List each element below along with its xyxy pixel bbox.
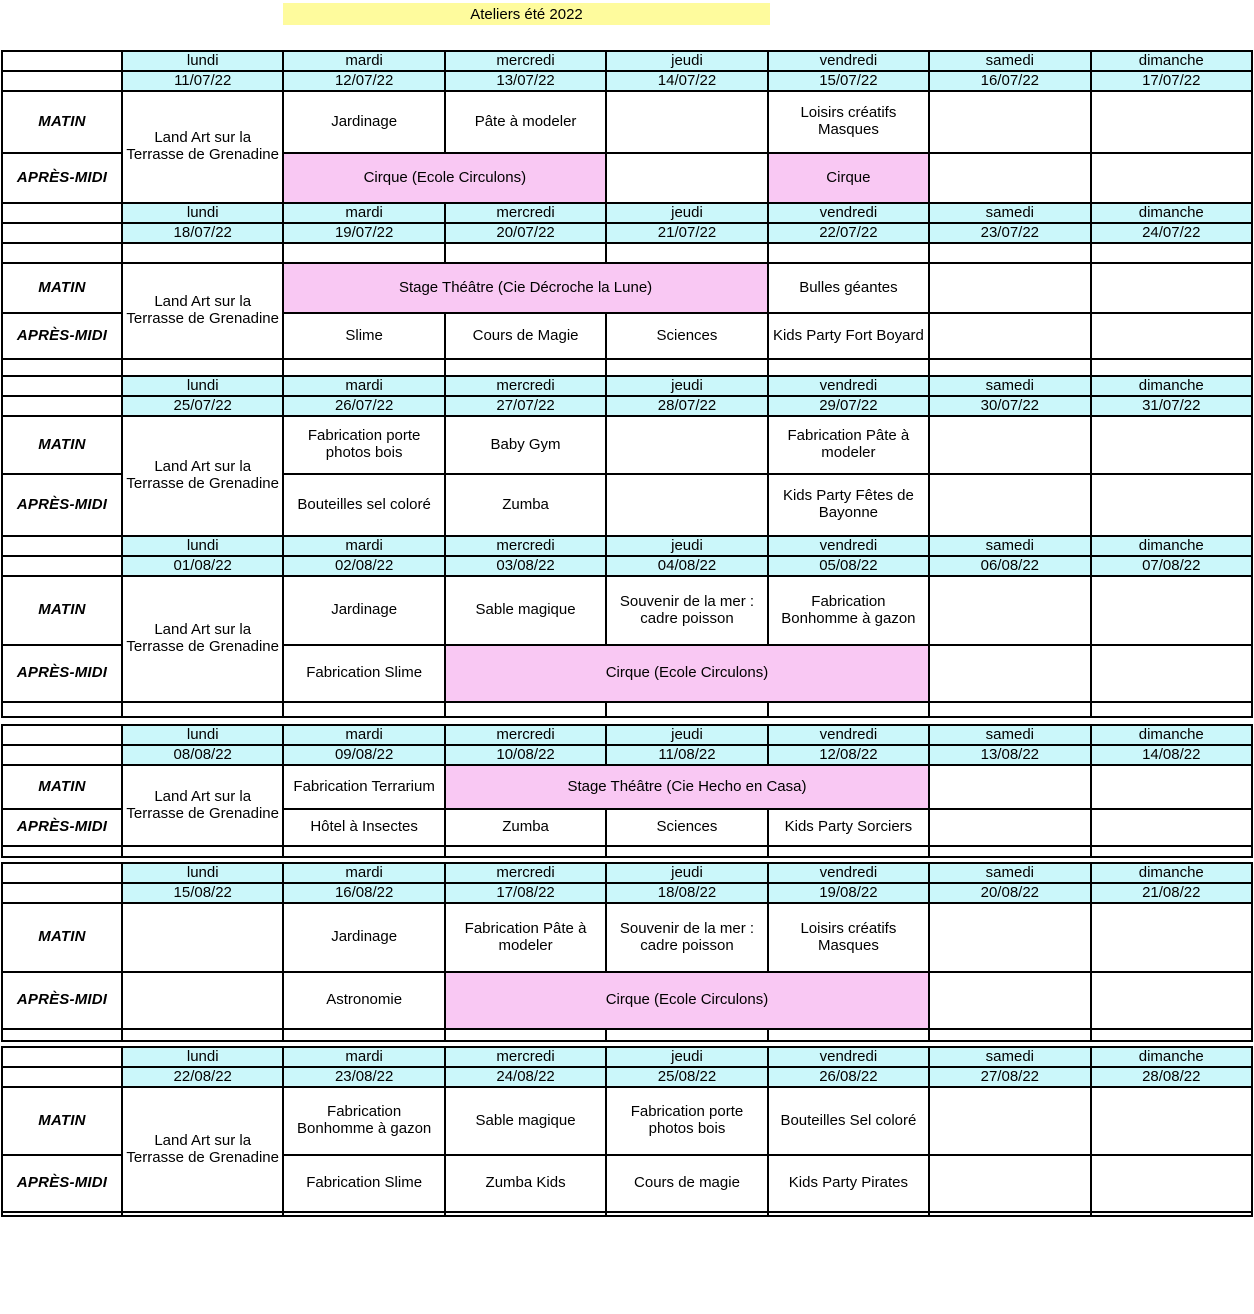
week5-apres-midi-cell-1: Hôtel à Insectes — [283, 809, 444, 846]
week6-date-5: 19/08/22 — [768, 883, 929, 903]
week7-matin-cell-1: Land Art sur la Terrasse de Grenadine — [122, 1087, 283, 1212]
week5-matin-cell-4 — [929, 765, 1090, 809]
week6-apres-midi-cell-5 — [1091, 972, 1252, 1029]
week3-matin-cell-3: Baby Gym — [445, 416, 606, 474]
week3-dates-row-label — [2, 396, 122, 416]
week7-matin-cell-4: Fabrication porte photos bois — [606, 1087, 767, 1155]
week6-day-header-vendredi: vendredi — [768, 863, 929, 883]
week6-apres-midi-label: APRÈS-MIDI — [2, 972, 122, 1029]
week7-apres-midi-label: APRÈS-MIDI — [2, 1155, 122, 1212]
week7-post-spacer-cell-0 — [2, 1212, 122, 1216]
week7-post-spacer-cell-4 — [606, 1212, 767, 1216]
week6-day-header-dimanche: dimanche — [1091, 863, 1252, 883]
week1-date-7: 17/07/22 — [1091, 71, 1252, 91]
week7-apres-midi-cell-3: Cours de magie — [606, 1155, 767, 1212]
week1-date-6: 16/07/22 — [929, 71, 1090, 91]
week1-matin-cell-6 — [929, 91, 1090, 153]
week4-day-header-dimanche: dimanche — [1091, 536, 1252, 556]
week7-post-spacer-cell-5 — [768, 1212, 929, 1216]
week2-post-spacer-cell-5 — [768, 359, 929, 376]
week4-matin-cell-7 — [1091, 576, 1252, 645]
week1-apres-midi-cell-3: Cirque — [768, 153, 929, 203]
week5-dates-row — [2, 745, 1252, 765]
week7-date-1: 22/08/22 — [122, 1067, 283, 1087]
week5-day-header-samedi: samedi — [929, 725, 1090, 745]
week2-apres-midi-cell-5 — [929, 313, 1090, 359]
week7-date-5: 26/08/22 — [768, 1067, 929, 1087]
week2-day-header-dimanche: dimanche — [1091, 203, 1252, 223]
week7-date-7: 28/08/22 — [1091, 1067, 1252, 1087]
week7-days-row — [2, 1047, 1252, 1067]
week1-matin-cell-5: Loisirs créatifs Masques — [768, 91, 929, 153]
week3-matin-cell-5: Fabrication Pâte à modeler — [768, 416, 929, 474]
week1-date-2: 12/07/22 — [283, 71, 444, 91]
week5-day-header-mercredi: mercredi — [445, 725, 606, 745]
week5-dates-row-label — [2, 745, 122, 765]
week3-matin-cell-6 — [929, 416, 1090, 474]
week2-apres-midi-cell-6 — [1091, 313, 1252, 359]
week1-day-header-mardi: mardi — [283, 51, 444, 71]
week2-day-header-vendredi: vendredi — [768, 203, 929, 223]
week7-matin-label: MATIN — [2, 1087, 122, 1155]
page-title-band — [283, 3, 770, 25]
week2-dates-row-label — [2, 223, 122, 243]
week6-post-spacer-cell-5 — [768, 1029, 929, 1041]
week2-day-header-mercredi: mercredi — [445, 203, 606, 223]
week3-date-1: 25/07/22 — [122, 396, 283, 416]
week2-post-spacer-row — [2, 359, 1252, 376]
week1-matin-cell-1: Land Art sur la Terrasse de Grenadine — [122, 91, 283, 203]
week1-matin-cell-2: Jardinage — [283, 91, 444, 153]
week5-post-spacer-cell-2 — [283, 846, 444, 857]
week6-post-spacer-cell-3 — [445, 1029, 606, 1041]
week3-date-3: 27/07/22 — [445, 396, 606, 416]
week4-days-row — [2, 536, 1252, 556]
week1-apres-midi-cell-2 — [606, 153, 767, 203]
week3-day-header-vendredi: vendredi — [768, 376, 929, 396]
week6-day-header-samedi: samedi — [929, 863, 1090, 883]
week7-post-spacer-row — [2, 1212, 1252, 1216]
week7-date-3: 24/08/22 — [445, 1067, 606, 1087]
week1-matin-cell-3: Pâte à modeler — [445, 91, 606, 153]
week6-post-spacer-row — [2, 1029, 1252, 1041]
week4-day-header-samedi: samedi — [929, 536, 1090, 556]
week4-matin-cell-4: Souvenir de la mer : cadre poisson — [606, 576, 767, 645]
week5-post-spacer-row — [2, 846, 1252, 857]
week4-post-spacer-cell-1 — [122, 702, 283, 717]
week-block-4 — [1, 535, 1253, 718]
week1-date-3: 13/07/22 — [445, 71, 606, 91]
week2-day-header-samedi: samedi — [929, 203, 1090, 223]
week7-matin-cell-7 — [1091, 1087, 1252, 1155]
week5-date-2: 09/08/22 — [283, 745, 444, 765]
week2-day-header-mardi: mardi — [283, 203, 444, 223]
week1-dates-row-label — [2, 71, 122, 91]
week3-date-2: 26/07/22 — [283, 396, 444, 416]
week2-matin-cell-3: Bulles géantes — [768, 263, 929, 313]
week6-date-6: 20/08/22 — [929, 883, 1090, 903]
week3-day-header-samedi: samedi — [929, 376, 1090, 396]
week2-date-6: 23/07/22 — [929, 223, 1090, 243]
week5-day-header-mardi: mardi — [283, 725, 444, 745]
week2-pre-spacer-cell-0 — [2, 243, 122, 263]
week4-day-header-mardi: mardi — [283, 536, 444, 556]
week3-day-header-mercredi: mercredi — [445, 376, 606, 396]
week5-date-6: 13/08/22 — [929, 745, 1090, 765]
week6-matin-cell-3: Fabrication Pâte à modeler — [445, 903, 606, 972]
week6-matin-row — [2, 903, 1252, 972]
week2-post-spacer-cell-3 — [445, 359, 606, 376]
week5-day-header-vendredi: vendredi — [768, 725, 929, 745]
week5-days-row-label — [2, 725, 122, 745]
week4-date-5: 05/08/22 — [768, 556, 929, 576]
week6-matin-cell-7 — [1091, 903, 1252, 972]
week2-apres-midi-cell-1: Slime — [283, 313, 444, 359]
week3-day-header-dimanche: dimanche — [1091, 376, 1252, 396]
week1-day-header-jeudi: jeudi — [606, 51, 767, 71]
week1-apres-midi-label: APRÈS-MIDI — [2, 153, 122, 203]
week5-post-spacer-cell-6 — [929, 846, 1090, 857]
week2-day-header-lundi: lundi — [122, 203, 283, 223]
week1-day-header-vendredi: vendredi — [768, 51, 929, 71]
week7-day-header-mardi: mardi — [283, 1047, 444, 1067]
week7-post-spacer-cell-6 — [929, 1212, 1090, 1216]
week4-post-spacer-cell-7 — [1091, 702, 1252, 717]
week4-post-spacer-cell-5 — [768, 702, 929, 717]
week-block-6 — [1, 862, 1253, 1042]
week2-post-spacer-cell-1 — [122, 359, 283, 376]
week4-matin-cell-5: Fabrication Bonhomme à gazon — [768, 576, 929, 645]
week4-apres-midi-cell-2: Cirque (Ecole Circulons) — [445, 645, 929, 702]
week5-date-3: 10/08/22 — [445, 745, 606, 765]
week1-matin-cell-4 — [606, 91, 767, 153]
week2-apres-midi-cell-3: Sciences — [606, 313, 767, 359]
week6-apres-midi-cell-1 — [122, 972, 283, 1029]
week6-dates-row-label — [2, 883, 122, 903]
week1-matin-row — [2, 91, 1252, 153]
week7-date-2: 23/08/22 — [283, 1067, 444, 1087]
week6-dates-row — [2, 883, 1252, 903]
week4-matin-cell-2: Jardinage — [283, 576, 444, 645]
week3-apres-midi-label: APRÈS-MIDI — [2, 474, 122, 536]
week4-matin-cell-3: Sable magique — [445, 576, 606, 645]
week5-day-header-dimanche: dimanche — [1091, 725, 1252, 745]
week4-post-spacer-cell-2 — [283, 702, 444, 717]
week3-date-7: 31/07/22 — [1091, 396, 1252, 416]
week5-apres-midi-cell-5 — [929, 809, 1090, 846]
week6-day-header-jeudi: jeudi — [606, 863, 767, 883]
week2-pre-spacer-row — [2, 243, 1252, 263]
week6-post-spacer-cell-6 — [929, 1029, 1090, 1041]
week2-date-1: 18/07/22 — [122, 223, 283, 243]
week7-post-spacer-cell-7 — [1091, 1212, 1252, 1216]
week2-pre-spacer-cell-1 — [122, 243, 283, 263]
week1-date-4: 14/07/22 — [606, 71, 767, 91]
week6-post-spacer-cell-1 — [122, 1029, 283, 1041]
week4-apres-midi-cell-4 — [1091, 645, 1252, 702]
week2-dates-row — [2, 223, 1252, 243]
week6-day-header-lundi: lundi — [122, 863, 283, 883]
week1-matin-label: MATIN — [2, 91, 122, 153]
week7-apres-midi-cell-2: Zumba Kids — [445, 1155, 606, 1212]
week6-post-spacer-cell-4 — [606, 1029, 767, 1041]
week5-post-spacer-cell-5 — [768, 846, 929, 857]
week4-date-3: 03/08/22 — [445, 556, 606, 576]
week4-post-spacer-cell-6 — [929, 702, 1090, 717]
week4-matin-row — [2, 576, 1252, 645]
week4-day-header-jeudi: jeudi — [606, 536, 767, 556]
week4-matin-cell-6 — [929, 576, 1090, 645]
week2-date-5: 22/07/22 — [768, 223, 929, 243]
week4-post-spacer-cell-3 — [445, 702, 606, 717]
week7-matin-cell-5: Bouteilles Sel coloré — [768, 1087, 929, 1155]
week7-dates-row — [2, 1067, 1252, 1087]
week4-date-7: 07/08/22 — [1091, 556, 1252, 576]
week5-day-header-lundi: lundi — [122, 725, 283, 745]
week2-matin-cell-4 — [929, 263, 1090, 313]
week2-post-spacer-cell-4 — [606, 359, 767, 376]
week3-days-row — [2, 376, 1252, 396]
week6-apres-midi-cell-2: Astronomie — [283, 972, 444, 1029]
week6-days-row — [2, 863, 1252, 883]
week2-matin-label: MATIN — [2, 263, 122, 313]
week7-post-spacer-cell-3 — [445, 1212, 606, 1216]
week5-matin-cell-3: Stage Théâtre (Cie Hecho en Casa) — [445, 765, 929, 809]
week2-apres-midi-label: APRÈS-MIDI — [2, 313, 122, 359]
week1-apres-midi-cell-4 — [929, 153, 1090, 203]
week5-post-spacer-cell-3 — [445, 846, 606, 857]
week6-date-7: 21/08/22 — [1091, 883, 1252, 903]
week3-day-header-jeudi: jeudi — [606, 376, 767, 396]
week2-post-spacer-cell-2 — [283, 359, 444, 376]
week5-post-spacer-cell-4 — [606, 846, 767, 857]
week6-post-spacer-cell-7 — [1091, 1029, 1252, 1041]
week6-apres-midi-cell-3: Cirque (Ecole Circulons) — [445, 972, 929, 1029]
week1-day-header-dimanche: dimanche — [1091, 51, 1252, 71]
week7-day-header-vendredi: vendredi — [768, 1047, 929, 1067]
week5-date-4: 11/08/22 — [606, 745, 767, 765]
week2-pre-spacer-cell-5 — [768, 243, 929, 263]
week1-apres-midi-cell-1: Cirque (Ecole Circulons) — [283, 153, 606, 203]
week7-date-4: 25/08/22 — [606, 1067, 767, 1087]
week7-date-6: 27/08/22 — [929, 1067, 1090, 1087]
week6-matin-cell-1 — [122, 903, 283, 972]
week5-date-1: 08/08/22 — [122, 745, 283, 765]
week2-pre-spacer-cell-2 — [283, 243, 444, 263]
week3-date-5: 29/07/22 — [768, 396, 929, 416]
week7-day-header-samedi: samedi — [929, 1047, 1090, 1067]
week6-date-4: 18/08/22 — [606, 883, 767, 903]
week6-matin-cell-2: Jardinage — [283, 903, 444, 972]
week6-matin-cell-4: Souvenir de la mer : cadre poisson — [606, 903, 767, 972]
week3-matin-cell-7 — [1091, 416, 1252, 474]
week5-post-spacer-cell-7 — [1091, 846, 1252, 857]
week-block-3 — [1, 375, 1253, 537]
week2-post-spacer-cell-0 — [2, 359, 122, 376]
week2-date-3: 20/07/22 — [445, 223, 606, 243]
week4-matin-cell-1: Land Art sur la Terrasse de Grenadine — [122, 576, 283, 702]
week-block-2 — [1, 202, 1253, 377]
week5-post-spacer-cell-0 — [2, 846, 122, 857]
week4-post-spacer-cell-4 — [606, 702, 767, 717]
week6-matin-cell-6 — [929, 903, 1090, 972]
week6-day-header-mercredi: mercredi — [445, 863, 606, 883]
week1-day-header-mercredi: mercredi — [445, 51, 606, 71]
week4-apres-midi-label: APRÈS-MIDI — [2, 645, 122, 702]
week1-day-header-lundi: lundi — [122, 51, 283, 71]
week7-matin-cell-3: Sable magique — [445, 1087, 606, 1155]
week4-day-header-vendredi: vendredi — [768, 536, 929, 556]
week5-apres-midi-cell-4: Kids Party Sorciers — [768, 809, 929, 846]
week2-date-4: 21/07/22 — [606, 223, 767, 243]
week3-apres-midi-cell-2: Zumba — [445, 474, 606, 536]
week1-date-5: 15/07/22 — [768, 71, 929, 91]
week5-apres-midi-cell-2: Zumba — [445, 809, 606, 846]
week3-dates-row — [2, 396, 1252, 416]
week2-post-spacer-cell-6 — [929, 359, 1090, 376]
week3-apres-midi-cell-6 — [1091, 474, 1252, 536]
week6-matin-cell-5: Loisirs créatifs Masques — [768, 903, 929, 972]
week6-date-2: 16/08/22 — [283, 883, 444, 903]
week7-matin-cell-2: Fabrication Bonhomme à gazon — [283, 1087, 444, 1155]
week2-date-2: 19/07/22 — [283, 223, 444, 243]
week2-days-row-label — [2, 203, 122, 223]
week4-post-spacer-row — [2, 702, 1252, 717]
week6-date-3: 17/08/22 — [445, 883, 606, 903]
week5-day-header-jeudi: jeudi — [606, 725, 767, 745]
week5-matin-cell-1: Land Art sur la Terrasse de Grenadine — [122, 765, 283, 846]
week6-date-1: 15/08/22 — [122, 883, 283, 903]
week3-apres-midi-cell-1: Bouteilles sel coloré — [283, 474, 444, 536]
week7-apres-midi-cell-4: Kids Party Pirates — [768, 1155, 929, 1212]
week5-apres-midi-label: APRÈS-MIDI — [2, 809, 122, 846]
week2-post-spacer-cell-7 — [1091, 359, 1252, 376]
week6-day-header-mardi: mardi — [283, 863, 444, 883]
week4-days-row-label — [2, 536, 122, 556]
week1-days-row-label — [2, 51, 122, 71]
week-block-7 — [1, 1046, 1253, 1217]
week2-apres-midi-cell-2: Cours de Magie — [445, 313, 606, 359]
week1-days-row — [2, 51, 1252, 71]
week-block-5 — [1, 724, 1253, 858]
week5-date-5: 12/08/22 — [768, 745, 929, 765]
week3-matin-cell-1: Land Art sur la Terrasse de Grenadine — [122, 416, 283, 536]
week5-matin-cell-2: Fabrication Terrarium — [283, 765, 444, 809]
week4-day-header-lundi: lundi — [122, 536, 283, 556]
week7-apres-midi-cell-5 — [929, 1155, 1090, 1212]
week4-date-6: 06/08/22 — [929, 556, 1090, 576]
week4-apres-midi-cell-1: Fabrication Slime — [283, 645, 444, 702]
week2-day-header-jeudi: jeudi — [606, 203, 767, 223]
week2-pre-spacer-cell-3 — [445, 243, 606, 263]
week7-dates-row-label — [2, 1067, 122, 1087]
week6-post-spacer-cell-0 — [2, 1029, 122, 1041]
week2-pre-spacer-cell-6 — [929, 243, 1090, 263]
week3-date-4: 28/07/22 — [606, 396, 767, 416]
week1-dates-row — [2, 71, 1252, 91]
week3-apres-midi-cell-3 — [606, 474, 767, 536]
week3-matin-row — [2, 416, 1252, 474]
week1-date-1: 11/07/22 — [122, 71, 283, 91]
week4-day-header-mercredi: mercredi — [445, 536, 606, 556]
week5-days-row — [2, 725, 1252, 745]
week3-apres-midi-cell-4: Kids Party Fêtes de Bayonne — [768, 474, 929, 536]
week5-matin-label: MATIN — [2, 765, 122, 809]
week2-date-7: 24/07/22 — [1091, 223, 1252, 243]
week4-date-1: 01/08/22 — [122, 556, 283, 576]
page-title: Ateliers été 2022 — [470, 5, 583, 23]
week3-date-6: 30/07/22 — [929, 396, 1090, 416]
week7-days-row-label — [2, 1047, 122, 1067]
week7-day-header-dimanche: dimanche — [1091, 1047, 1252, 1067]
week7-post-spacer-cell-2 — [283, 1212, 444, 1216]
week1-apres-midi-cell-5 — [1091, 153, 1252, 203]
week2-apres-midi-cell-4: Kids Party Fort Boyard — [768, 313, 929, 359]
week1-day-header-samedi: samedi — [929, 51, 1090, 71]
week2-matin-cell-1: Land Art sur la Terrasse de Grenadine — [122, 263, 283, 359]
week3-matin-label: MATIN — [2, 416, 122, 474]
week2-matin-cell-5 — [1091, 263, 1252, 313]
week7-apres-midi-cell-6 — [1091, 1155, 1252, 1212]
week6-apres-midi-cell-4 — [929, 972, 1090, 1029]
week-block-1 — [1, 50, 1253, 204]
week7-apres-midi-cell-1: Fabrication Slime — [283, 1155, 444, 1212]
week5-post-spacer-cell-1 — [122, 846, 283, 857]
week4-matin-label: MATIN — [2, 576, 122, 645]
week4-dates-row-label — [2, 556, 122, 576]
week2-days-row — [2, 203, 1252, 223]
week5-matin-row — [2, 765, 1252, 809]
week5-apres-midi-cell-3: Sciences — [606, 809, 767, 846]
week3-days-row-label — [2, 376, 122, 396]
week2-matin-row — [2, 263, 1252, 313]
week5-apres-midi-cell-6 — [1091, 809, 1252, 846]
week3-day-header-lundi: lundi — [122, 376, 283, 396]
week5-matin-cell-5 — [1091, 765, 1252, 809]
week4-date-2: 02/08/22 — [283, 556, 444, 576]
week1-matin-cell-7 — [1091, 91, 1252, 153]
schedule — [1, 50, 1254, 1217]
week6-post-spacer-cell-2 — [283, 1029, 444, 1041]
week7-post-spacer-cell-1 — [122, 1212, 283, 1216]
week4-dates-row — [2, 556, 1252, 576]
week4-post-spacer-cell-0 — [2, 702, 122, 717]
week4-apres-midi-cell-3 — [929, 645, 1090, 702]
week3-matin-cell-2: Fabrication porte photos bois — [283, 416, 444, 474]
week6-apres-midi-row — [2, 972, 1252, 1029]
week3-day-header-mardi: mardi — [283, 376, 444, 396]
week4-date-4: 04/08/22 — [606, 556, 767, 576]
week7-matin-row — [2, 1087, 1252, 1155]
week3-apres-midi-cell-5 — [929, 474, 1090, 536]
week7-day-header-lundi: lundi — [122, 1047, 283, 1067]
week2-pre-spacer-cell-4 — [606, 243, 767, 263]
week7-day-header-jeudi: jeudi — [606, 1047, 767, 1067]
week6-matin-label: MATIN — [2, 903, 122, 972]
week6-days-row-label — [2, 863, 122, 883]
week7-matin-cell-6 — [929, 1087, 1090, 1155]
week3-matin-cell-4 — [606, 416, 767, 474]
week5-date-7: 14/08/22 — [1091, 745, 1252, 765]
week2-matin-cell-2: Stage Théâtre (Cie Décroche la Lune) — [283, 263, 767, 313]
week7-day-header-mercredi: mercredi — [445, 1047, 606, 1067]
week2-pre-spacer-cell-7 — [1091, 243, 1252, 263]
